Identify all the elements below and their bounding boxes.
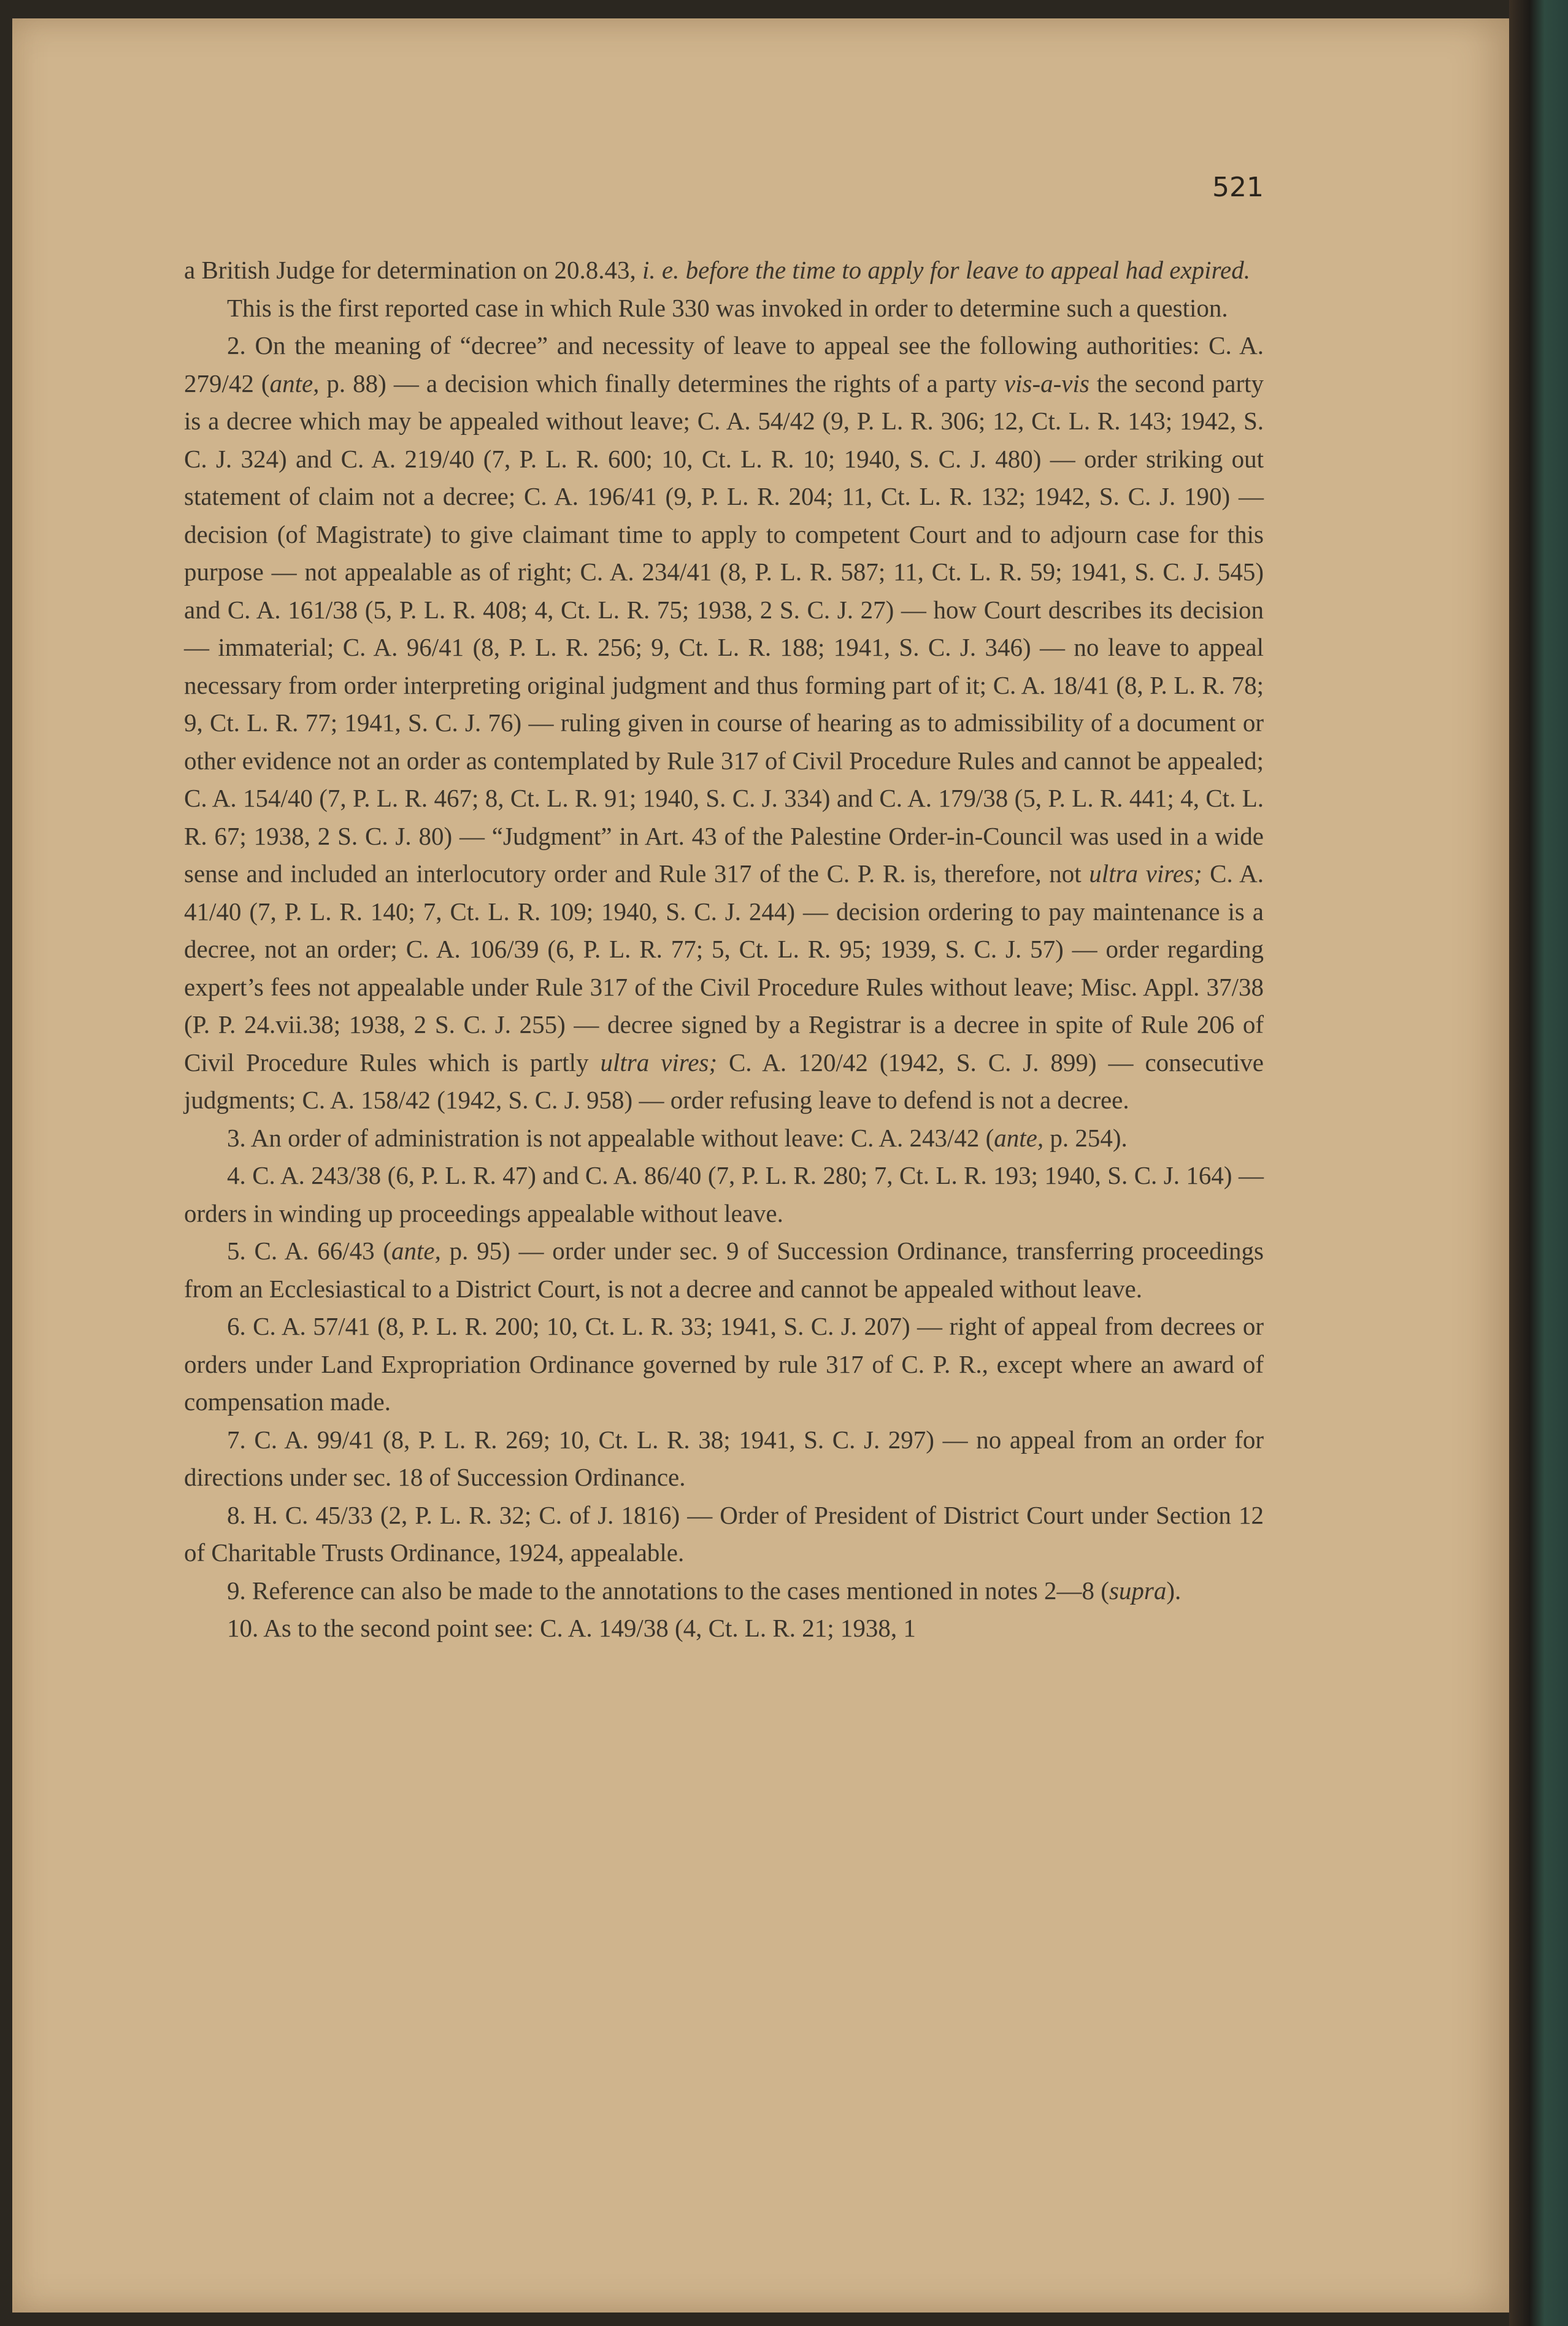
- text-run: C. A. 41/40 (7, P. L. R. 140; 7, Ct. L. R. 109; 1940, S. C. J. 244) — decision ordering to pay maintenance is a decree, not an order; C. A. 106/39 (6, P. L. R. 77; 5, Ct. L. R. 95; 1939, S. C. J. 57) — order regarding expert’s fees not appealable under Rule 317 of the Civil Procedure Rules without leave; Misc. Appl. 37/38 (P. P. 24.vii.38; 1938, 2 S. C. J. 255) — decree signed by a Registrar is a decree in spite of Rule 206 of Civil Procedure Rules which is partly: [184, 859, 1264, 1077]
- paragraph-p8: [184, 1497, 1264, 1572]
- text-run: 9. Reference can also be made to the annotations to the cases mentioned in notes 2—8 (: [227, 1576, 1109, 1605]
- text-run: the second party is a decree which may be appealed without leave; C. A. 54/42 (9, P. L. R. 306; 12, Ct. L. R. 143; 1942, S. C. J. 324) and C. A. 219/40 (7, P. L. R. 600; 10, Ct. L. R. 10; 1940, S. C. J. 480) — order striking out statement of claim not a decree; C. A. 196/41 (9, P. L. R. 204; 11, Ct. L. R. 132; 1942, S. C. J. 190) — decision (of Magistrate) to give claimant time to apply to competent Court and to adjourn case for this purpose — not appealable as of right; C. A. 234/41 (8, P. L. R. 587; 11, Ct. L. R. 59; 1941, S. C. J. 545) and C. A. 161/38 (5, P. L. R. 408; 4, Ct. L. R. 75; 1938, 2 S. C. J. 27) — how Court describes its decision — immaterial; C. A. 96/41 (8, P. L. R. 256; 9, Ct. L. R. 188; 1941, S. C. J. 346) — no leave to appeal necessary from order interpreting original judgment and thus forming part of it; C. A. 18/41 (8, P. L. R. 78; 9, Ct. L. R. 77; 1941, S. C. J. 76) — ruling given in course of hearing as to admissibility of a document or other evidence not an order as contemplated by Rule 317 of Civil Procedure Rules and cannot be appealed; C. A. 154/40 (7, P. L. R. 467; 8, Ct. L. R. 91; 1940, S. C. J. 334) and C. A. 179/38 (5, P. L. R. 441; 4, Ct. L. R. 67; 1938, 2 S. C. J. 80) — “Judgment” in Art. 43 of the Palestine Order-in-Council was used in a wide sense and included an interlocutory order and Rule 317 of the C. P. R. is, therefore, not: [184, 369, 1264, 888]
- text-run: 2. On the meaning of “decree” and necessity of leave to appeal see the following authorities: C. A. 279/42 (: [184, 331, 1264, 397]
- paragraph-p7: [184, 1421, 1264, 1497]
- italic-text: ultra vires;: [1089, 859, 1202, 888]
- italic-text: ante,: [994, 1123, 1044, 1152]
- italic-text: ante,: [391, 1237, 441, 1265]
- paragraph-p3: [184, 1119, 1264, 1157]
- text-run: p. 254).: [1043, 1123, 1128, 1152]
- paragraph-p9: [184, 1572, 1264, 1610]
- paragraph-p10: [184, 1610, 1264, 1648]
- text-run: 4. C. A. 243/38 (6, P. L. R. 47) and C. A. 86/40 (7, P. L. R. 280; 7, Ct. L. R. 193; 1940, S. C. J. 164) — orders in winding up proceedings appealable without leave.: [184, 1161, 1264, 1227]
- page-body-text: [184, 251, 1264, 1648]
- paragraph-p4: [184, 1157, 1264, 1232]
- text-run: p. 95) — order under sec. 9 of Succession Ordinance, transferring proceedings from an Ecclesiastical to a District Court, is not a decree and cannot be appealed without leave.: [184, 1237, 1264, 1303]
- text-run: C. A. 120/42 (1942, S. C. J. 899) — consecutive judgments; C. A. 158/42 (1942, S. C. J. 958) — order refusing leave to defend is not a decree.: [184, 1048, 1264, 1114]
- text-run: 6. C. A. 57/41 (8, P. L. R. 200; 10, Ct. L. R. 33; 1941, S. C. J. 207) — right of appeal from decrees or orders under Land Expropriation Ordinance governed by rule 317 of C. P. R., except where an award of compensation made.: [184, 1312, 1264, 1416]
- text-run: This is the first reported case in which Rule 330 was invoked in order to determine such a question.: [227, 293, 1228, 322]
- paragraph-p2: [184, 327, 1264, 1119]
- text-run: ).: [1166, 1576, 1182, 1605]
- italic-text: ultra vires;: [600, 1048, 717, 1077]
- book-spine: [1509, 0, 1568, 2326]
- italic-text: supra: [1109, 1576, 1167, 1605]
- italic-text: vis-a-vis: [1004, 369, 1090, 397]
- page-number: 521: [1212, 172, 1264, 203]
- text-run: 8. H. C. 45/33 (2, P. L. R. 32; C. of J. 1816) — Order of President of District Court under Section 12 of Charitable Trusts Ordinance, 1924, appealable.: [184, 1500, 1264, 1567]
- paragraph-p5: [184, 1232, 1264, 1308]
- text-run: 10. As to the second point see: C. A. 149/38 (4, Ct. L. R. 21; 1938, 1: [227, 1614, 916, 1642]
- text-run: 3. An order of administration is not appealable without leave: C. A. 243/42 (: [227, 1123, 994, 1152]
- italic-text: ante,: [269, 369, 320, 397]
- text-run: a British Judge for determination on 20.8.43,: [184, 256, 642, 284]
- text-run: 7. C. A. 99/41 (8, P. L. R. 269; 10, Ct. L. R. 38; 1941, S. C. J. 297) — no appeal from an order for directions under sec. 18 of Succession Ordinance.: [184, 1425, 1264, 1491]
- paragraph-p1: [184, 290, 1264, 328]
- italic-text: i. e. before the time to apply for leave to appeal had expired.: [642, 256, 1250, 284]
- text-run: 5. C. A. 66/43 (: [227, 1237, 392, 1265]
- text-run: p. 88) — a decision which finally determines the rights of a party: [319, 369, 1004, 397]
- paragraph-p0: [184, 251, 1264, 290]
- paragraph-p6: [184, 1308, 1264, 1421]
